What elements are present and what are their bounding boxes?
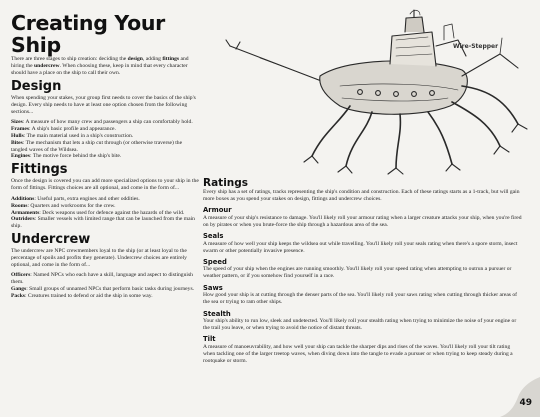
rating-saws-heading: Saws bbox=[203, 283, 223, 292]
rating-armour-text: A measure of your ship's resistance to damage. You'll likely roll your armour rating when a larger creature attacks your ship, when you're fired on by pirates or when you brute-force the ship through a hazardous area of the sea. bbox=[203, 214, 522, 228]
fittings-paragraph: Once the design is covered you can add more specialized options to your ship in the form of fittings. Fittings choices are all optional, and come in the form of... bbox=[11, 178, 199, 192]
page-title: Creating Your Ship bbox=[11, 11, 165, 57]
fittings-item: Additions: Useful parts, extra engines and other oddities. bbox=[11, 195, 140, 202]
design-paragraph: When spending your stakes, your group first needs to cover the basics of the ship's design. Every ship needs to have at least one option chosen from the following sections... bbox=[11, 94, 196, 115]
design-item: Engines: The motive force behind the ship's bite. bbox=[11, 153, 122, 160]
rating-speed-heading: Speed bbox=[203, 257, 227, 266]
design-item: Hulls: The main material used in a ship's construction. bbox=[11, 132, 134, 139]
rating-tilt-heading: Tilt bbox=[203, 335, 216, 344]
design-item: Sizes: A measure of how many crew and passengers a ship can comfortably hold. bbox=[11, 118, 193, 125]
fittings-item: Rooms: Quarters and workrooms for the crew. bbox=[11, 202, 116, 209]
rating-speed-text: The speed of your ship when the engines are running smoothly. You'll likely roll your speed rating when attempting to outrun a pursuer or weather pattern, or if you somehow find yourself in a race. bbox=[203, 266, 512, 280]
undercrew-item: Gangs: Small groups of unnamed NPCs that perform basic tasks during journeys. bbox=[11, 286, 195, 293]
undercrew-item: Officers: Named NPCs who each have a skill, language and aspect to distinguish them. bbox=[11, 272, 193, 286]
fittings-item: Armaments: Deck weapons used for defence against the hazards of the wild. bbox=[11, 209, 185, 216]
fittings-item: Outriders: Smaller vessels with limited range that can be launched from the main ship. bbox=[11, 216, 195, 230]
fittings-heading: Fittings bbox=[11, 162, 68, 178]
design-heading: Design bbox=[11, 78, 62, 94]
ship-illustration bbox=[200, 6, 535, 178]
rating-stealth-text: Your ship's ability to run low, sleek and undetected. You'll likely roll your stealth rating when trying to minimize the noise of your engine or the trail you leave, or when trying to avoid the notice of distant threats. bbox=[203, 318, 517, 331]
ratings-heading: Ratings bbox=[203, 177, 249, 189]
ratings-intro: Every ship has a set of ratings, tracks representing the ship's condition and construction. Each of these ratings starts as a 1-track, but will gain more boxes as you spend your stakes on design, fittings and undercrew choices. bbox=[203, 189, 520, 202]
rating-tilt-text: A measure of manoeuvrability, and how well your ship can tackle the sharper dips and rises of the waves. You'll likely roll your tilt rating when tackling one of the larger treetop waves, when diving down into the tangle to evade a pursuer or when trying to keep steady during a rootquake or storm. bbox=[203, 343, 513, 364]
intro-paragraph: There are three stages to ship creation: deciding the design, adding fittings and hiring the undercrew. When choosing these, keep in mind that every character should have a place on the ship to call their own. bbox=[11, 56, 189, 76]
rating-armour-heading: Armour bbox=[203, 206, 232, 215]
page-number: 49 bbox=[519, 398, 532, 408]
rating-stealth-heading: Stealth bbox=[203, 309, 231, 318]
undercrew-heading: Undercrew bbox=[11, 232, 91, 248]
ink-splash-decoration bbox=[470, 357, 540, 417]
left-column bbox=[11, 12, 199, 300]
rating-saws-text: How good your ship is at cutting through the denser parts of the sea. You'll likely roll your saws rating when cutting through thicker areas of the sea or trying to ram other ships. bbox=[203, 292, 518, 306]
rating-seals-text: A measure of how well your ship keeps the wildsea out while travelling. You'll likely roll your seals rating when there's a spore storm, insect swarm or other potentially invasive presence. bbox=[203, 240, 518, 254]
design-item: Bites: The mechanism that lets a ship cut through (or otherwise traverse) the tangled waves of the Wildsea. bbox=[11, 139, 183, 153]
undercrew-item: Packs: Creatures trained to defend or aid the ship in some way. bbox=[11, 293, 153, 300]
ship-label: Wire-Stepper bbox=[453, 43, 499, 50]
rating-seals-heading: Seals bbox=[203, 232, 224, 241]
design-item: Frames: A ship's basic profile and appearance. bbox=[11, 125, 116, 132]
right-column bbox=[203, 177, 523, 365]
undercrew-paragraph: The undercrew are NPC crewmembers loyal to the ship (or at least loyal to the percentage of spoils and profits they generate). Undercrew choices are entirely optional, and come in the form of... bbox=[11, 248, 187, 269]
